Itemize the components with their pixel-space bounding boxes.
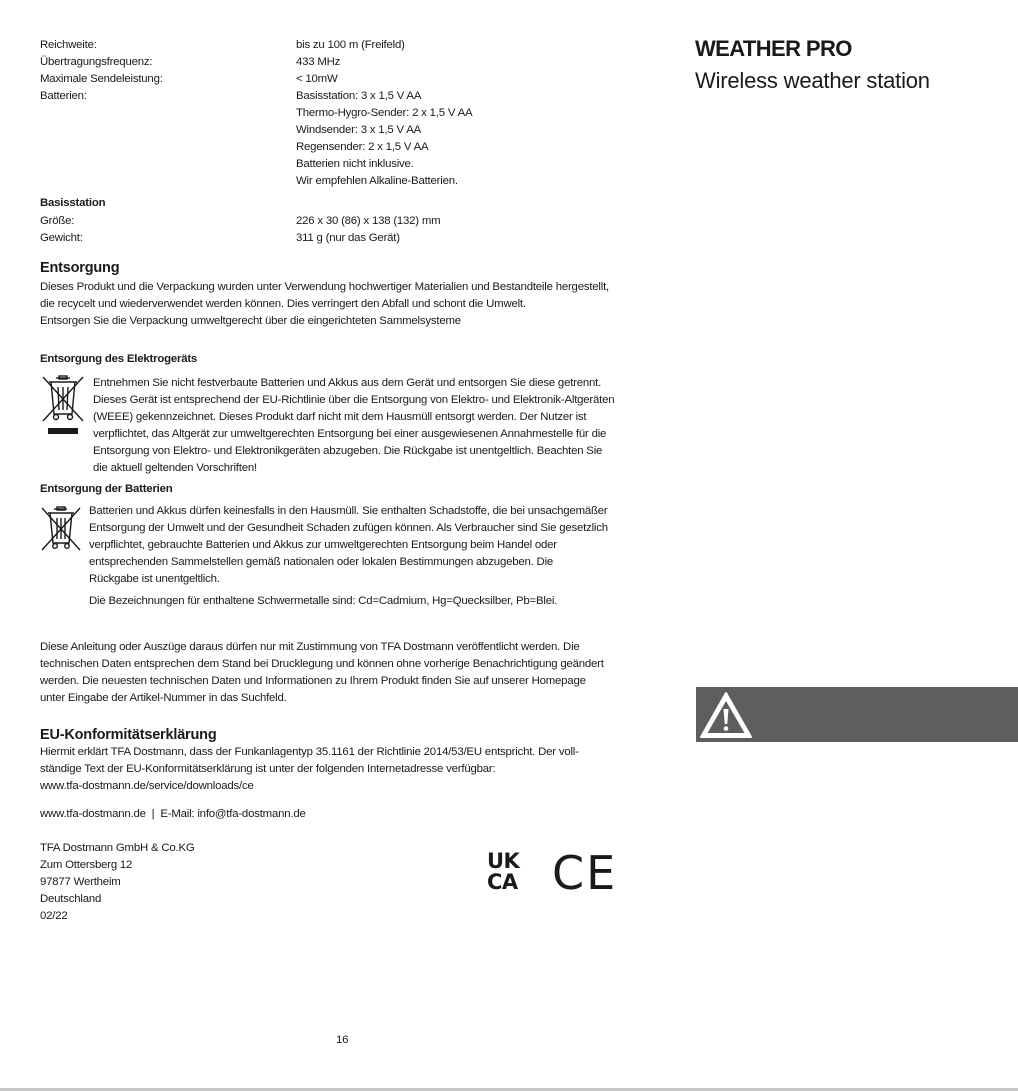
text-line: (WEEE) gekennzeichnet. Dieses Produkt darf nicht mit dem Hausmüll entsorgt werden. Der Nutzer ist xyxy=(93,411,587,423)
spec-value: bis zu 100 m (Freifeld) xyxy=(296,39,405,51)
text-line: Dieses Gerät ist entsprechend der EU-Richtlinie über die Entsorgung von Elektro- und Elektronik-Altgeräten xyxy=(93,394,615,406)
spec-value: < 10mW xyxy=(296,73,338,85)
spec-value: Thermo-Hygro-Sender: 2 x 1,5 V AA xyxy=(296,107,473,119)
spec-label: Größe: xyxy=(40,215,75,227)
disposal-heading: Entsorgung xyxy=(40,260,120,276)
address-line: Zum Ottersberg 12 xyxy=(40,859,133,871)
text-line: Entsorgung der Umwelt und der Gesundheit Schaden zufügen können. Als Verbraucher sind Sie gesetzlich xyxy=(89,522,608,534)
spec-value: Basisstation: 3 x 1,5 V AA xyxy=(296,90,422,102)
text-line: entsprechenden Sammelstellen gemäß nationalen oder lokalen Bestimmungen abzugeben. Die xyxy=(89,556,554,568)
text-line: Hiermit erklärt TFA Dostmann, dass der Funkanlagentyp 35.1161 der Richtlinie 2014/53/EU entspricht. Der voll- xyxy=(40,746,579,758)
company-address xyxy=(40,840,195,925)
weee-bin-icon xyxy=(40,374,86,443)
text-line: werden. Die neuesten technischen Daten und Informationen zu Ihrem Produkt finden Sie auf unserer Homepage xyxy=(40,675,586,687)
text-line: verpflichtet, das Altgerät zur umweltgerechten Entsorgung bei einer ausgewiesenen Annahmestelle für die xyxy=(93,428,607,440)
ukca-mark-icon xyxy=(487,851,535,893)
spec-value: Wir empfehlen Alkaline-Batterien. xyxy=(296,175,458,187)
spec-label: Reichweite: xyxy=(40,39,97,51)
text-line: Dieses Produkt und die Verpackung wurden unter Verwendung hochwertiger Materialien und Bestandteile hergestellt, xyxy=(40,281,610,293)
warning-banner xyxy=(696,687,1018,742)
heavy-metals-note: Die Bezeichnungen für enthaltene Schwermetalle sind: Cd=Cadmium, Hg=Quecksilber, Pb=Blei. xyxy=(89,595,558,607)
spec-label: Gewicht: xyxy=(40,232,83,244)
text-line: ständige Text der EU-Konformitätserklärung ist unter der folgenden Internetadresse verfügbar: xyxy=(40,763,496,775)
text-line: Batterien und Akkus dürfen keinesfalls in den Hausmüll. Sie enthalten Schadstoffe, die bei unsachgemäßer xyxy=(89,505,608,517)
address-line: Deutschland xyxy=(40,893,102,905)
spec-value: Batterien nicht inklusive. xyxy=(296,158,414,170)
text-line: Diese Anleitung oder Auszüge daraus dürfen nur mit Zustimmung von TFA Dostmann veröffentlicht werden. Die xyxy=(40,641,580,653)
text-line: unter Eingabe der Artikel-Nummer in das Suchfeld. xyxy=(40,692,287,704)
text-line: Entsorgen Sie die Verpackung umweltgerecht über die eingerichteten Sammelsysteme xyxy=(40,315,461,327)
batteries-text xyxy=(89,503,649,588)
electro-heading: Entsorgung des Elektrogeräts xyxy=(40,353,198,365)
spec-value: Windsender: 3 x 1,5 V AA xyxy=(296,124,421,136)
text-line: Rückgabe ist unentgeltlich. xyxy=(89,573,220,585)
spec-label: Batterien: xyxy=(40,90,87,102)
ukca-top: UK xyxy=(487,849,520,873)
spec-value: Regensender: 2 x 1,5 V AA xyxy=(296,141,429,153)
conformity-heading: EU-Konformitätserklärung xyxy=(40,727,217,743)
page-number: 16 xyxy=(336,1034,349,1046)
battery-bin-icon xyxy=(40,505,82,558)
spec-label: Übertragungsfrequenz: xyxy=(40,56,153,68)
spec-label: Maximale Sendeleistung: xyxy=(40,73,163,85)
spec-value: 311 g (nur das Gerät) xyxy=(296,232,400,244)
base-heading: Basisstation xyxy=(40,197,106,209)
conformity-text xyxy=(40,744,650,795)
disposal-text xyxy=(40,279,650,330)
conformity-url-link[interactable]: www.tfa-dostmann.de/service/downloads/ce xyxy=(40,780,254,792)
address-line: 97877 Wertheim xyxy=(40,876,121,888)
ce-mark-icon: CE xyxy=(552,846,618,900)
text-line: die aktuell geltenden Vorschriften! xyxy=(93,462,257,474)
product-name: WEATHER PRO xyxy=(695,36,852,61)
text-line: technischen Daten entsprechen dem Stand bei Drucklegung und können ohne vorherige Benachrichtigung geändert xyxy=(40,658,604,670)
batteries-heading: Entsorgung der Batterien xyxy=(40,483,173,495)
text-line: die recycelt und wiederverwendet werden können. Dies verringert den Abfall und schont die Umwelt. xyxy=(40,298,526,310)
legal-notice xyxy=(40,639,650,707)
ukca-bottom: CA xyxy=(487,870,518,894)
contact-line[interactable]: www.tfa-dostmann.de | E-Mail: info@tfa-dostmann.de xyxy=(40,808,306,820)
address-line: 02/22 xyxy=(40,910,68,922)
text-line: Entnehmen Sie nicht festverbaute Batterien und Akkus aus dem Gerät und entsorgen Sie diese getrennt. xyxy=(93,377,602,389)
electro-text xyxy=(93,375,653,477)
text-line: verpflichtet, gebrauchte Batterien und Akkus zur umweltgerechten Entsorgung beim Handel oder xyxy=(89,539,557,551)
warning-triangle-icon xyxy=(698,690,754,745)
product-subtitle: Wireless weather station xyxy=(695,68,930,93)
text-line: Entsorgung von Elektro- und Elektronikgeräten abzugeben. Die Rückgabe ist unentgeltlich. Beachten Sie xyxy=(93,445,603,457)
spec-value: 433 MHz xyxy=(296,56,341,68)
address-line: TFA Dostmann GmbH & Co.KG xyxy=(40,842,195,854)
spec-value: 226 x 30 (86) x 138 (132) mm xyxy=(296,215,441,227)
